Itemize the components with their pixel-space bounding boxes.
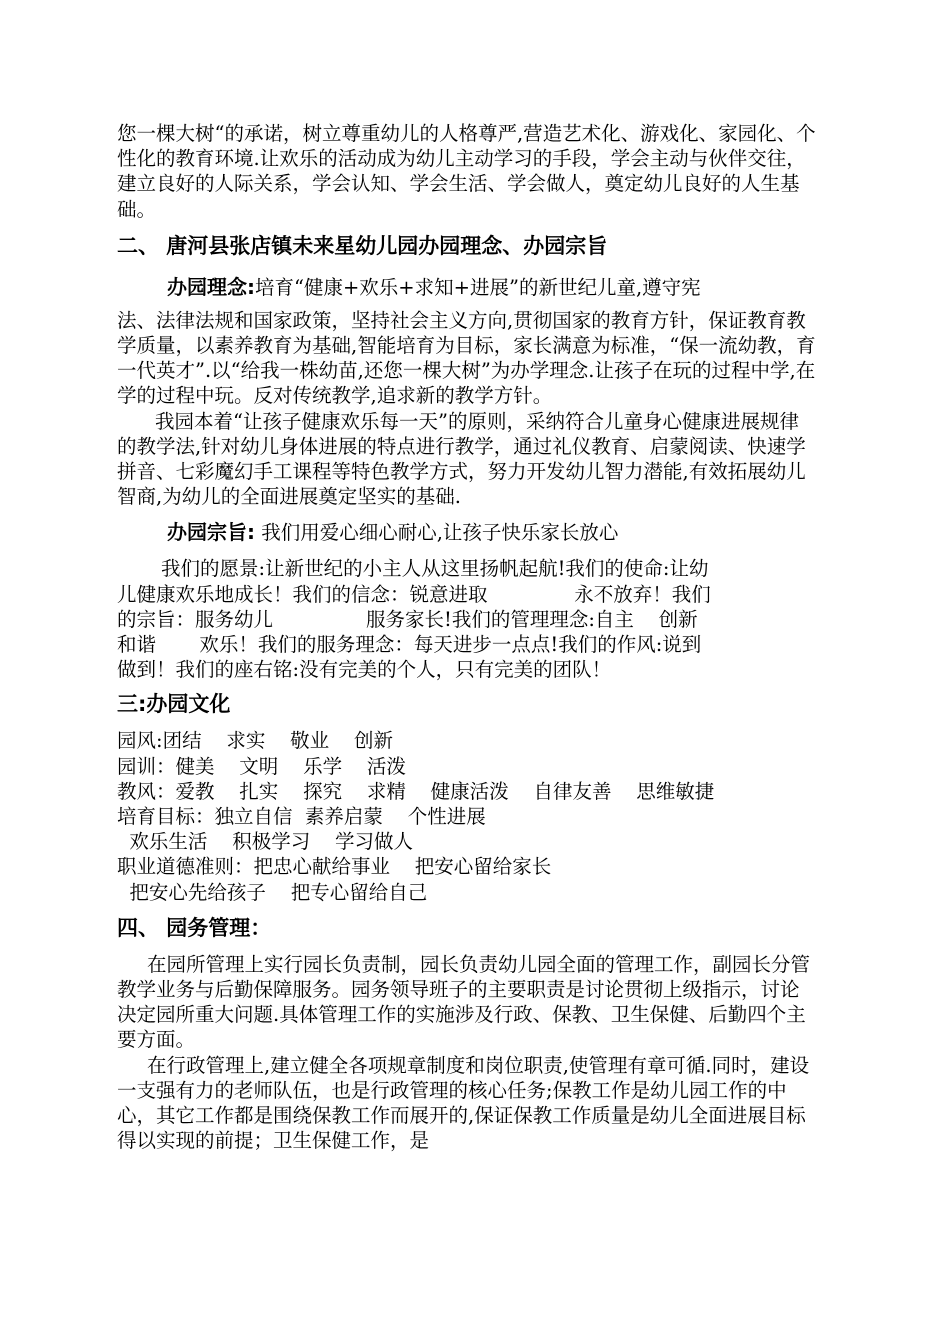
purpose-lead (117, 517, 817, 548)
management-paragraph: 在行政管理上,建立健全各项规章制度和岗位职责,使管理有章可循.同时，建设一支强有力的老师队伍，也是行政管理的核心任务;保教工作是幼儿园工作的中心，其它工作都是围绕保教工作而展开的,保证保教工作质量是幼儿全面进展目标 得以实现的前提；卫生保健工作，是 (117, 1053, 810, 1153)
management-paragraph: 在园所管理上实行园长负责制，园长负责幼儿园全面的管理工作，副园长分管教学业务与后勤保障服务。园务领导班子的主要职责是讨论贯彻上级指示，讨论决定园所重大问题.具体管理工作的实施涉及行政、保教、卫生保健、后勤四个主要方面。 (117, 952, 811, 1052)
vision-block (117, 556, 817, 682)
philosophy-label: 办园理念: (167, 274, 255, 299)
vision-line: 和谐 欢乐！我们的服务理念：每天进步一点点!我们的作风:说到 (117, 633, 702, 657)
culture-line: 培育目标：独立自信 素养启蒙 个性进展 (117, 805, 486, 829)
culture-line: 欢乐生活 积极学习 学习做人 (117, 830, 413, 854)
philosophy-lead (117, 272, 817, 303)
culture-line: 教风：爱教 扎实 探究 求精 健康活泼 自律友善 思维敏捷 (117, 779, 715, 803)
section-heading-3: 三:办园文化 (117, 692, 231, 717)
intro-paragraph: 您一棵大树“的承诺，树立尊重幼儿的人格尊严,营造艺术化、游戏化、家园化、个性化的教育环境.让欢乐的活动成为幼儿主动学习的手段，学会主动与伙伴交往，建立良好的人际关系，学会认知、学会生活、学会做人，奠定幼儿良好的人生基础。 (117, 122, 816, 221)
document-page (117, 121, 817, 1154)
philosophy-first-line: 培育“健康+欢乐+求知+进展”的新世纪儿童,遵守宪 (255, 275, 701, 299)
culture-line: 把安心先给孩子 把专心留给自己 (117, 880, 428, 904)
purpose-label: 办园宗旨: (167, 520, 255, 545)
vision-line: 的宗旨：服务幼儿 服务家长!我们的管理理念:自主 创新 (117, 607, 698, 631)
culture-line: 园训：健美 文明 乐学 活泼 (117, 754, 406, 778)
philosophy-body: 法、法律法规和国家政策，坚持社会主义方向,贯彻国家的教育方针，保证教育教学质量，以素养教育为基础,智能培育为目标，家长满意为标准，“保一流幼教，育一代英才”.以“给我一株幼苗,还您一棵大树”为办学理念.让孩子在玩的过程中学,在学的过程中玩。反对传统教学,追求新的教学方针。 (117, 308, 816, 408)
section-heading-4: 四、 园务管理： (117, 915, 272, 940)
vision-line: 我们的愿景:让新世纪的小主人从这里扬帆起航!我们的使命:让幼 (161, 557, 709, 581)
section-heading-2: 二、 唐河县张店镇未来星幼儿园办园理念、办园宗旨 (117, 233, 608, 258)
principle-paragraph: 我园本着“让孩子健康欢乐每一天”的原则，采纳符合儿童身心健康进展规律的教学法,针对幼儿身体进展的特点进行教学，通过礼仪教育、启蒙阅读、快速学拼音、七彩魔幻手工课程等特色教学方式，努力开发幼儿智力潜能,有效拓展幼儿智商,为幼儿的全面进展奠定坚实的基础. (117, 409, 806, 509)
culture-line: 职业道德准则：把忠心献给事业 把安心留给家长 (117, 855, 552, 879)
culture-list (117, 728, 817, 904)
vision-line: 儿健康欢乐地成长！我们的信念：锐意进取 永不放弃！我们 (117, 582, 711, 606)
culture-line: 园风:团结 求实 敬业 创新 (117, 729, 393, 753)
vision-line: 做到！我们的座右铭:没有完美的个人，只有完美的团队！ (117, 658, 612, 682)
purpose-text: 我们用爱心细心耐心,让孩子快乐家长放心 (261, 521, 619, 545)
